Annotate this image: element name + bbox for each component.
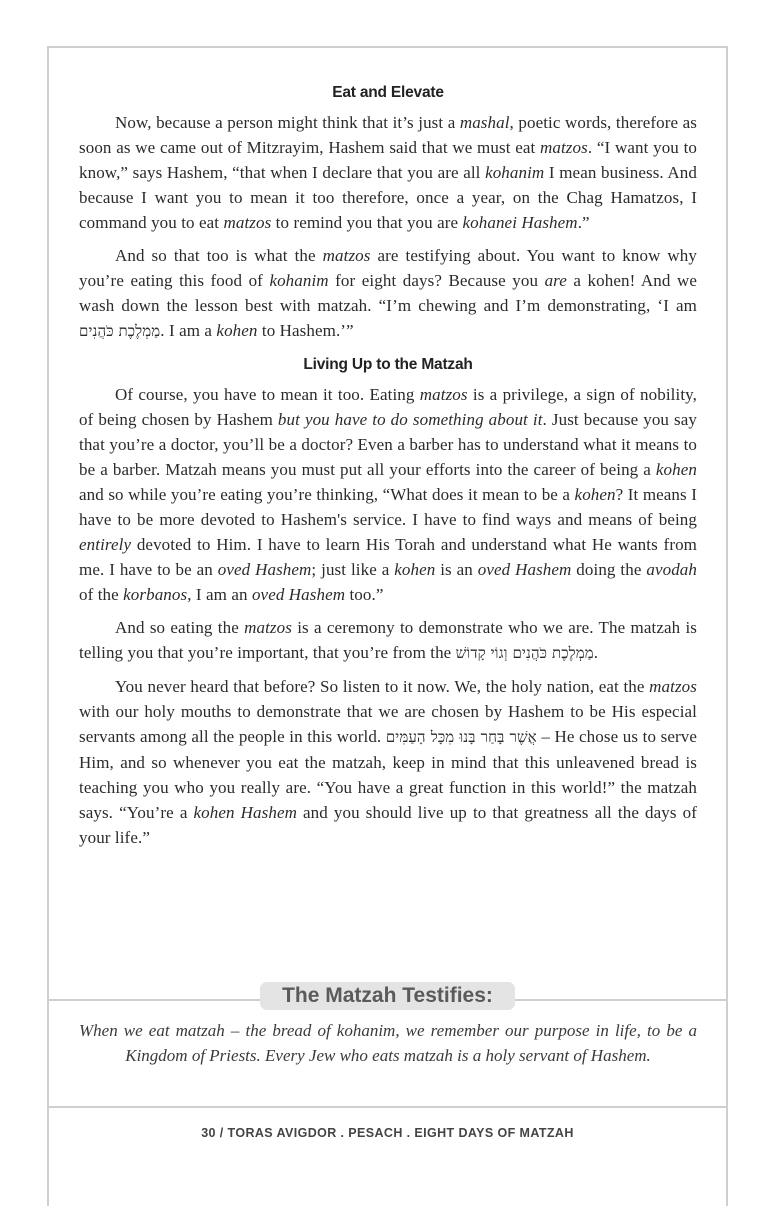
italic-term: avodah [646, 560, 698, 579]
italic-term: korbanos [123, 585, 188, 604]
text-run: to remind you that you are [271, 213, 463, 232]
italic-term: kohen [216, 321, 258, 340]
text-run: – He chose us to serve Him, and so whenever you eat the matzah, keep in mind that this unleavened bread is teaching you who you really are. “You have a great function in this world!” the matzah says. “You’re a [79, 727, 697, 822]
italic-term: matzos [540, 138, 588, 157]
section-living-up-to-the-matzah [79, 356, 697, 850]
italic-term: kohen [394, 560, 436, 579]
italic-term: entirely [79, 535, 132, 554]
italic-term: oved Hashem [477, 560, 572, 579]
text-run: .” [577, 213, 590, 232]
italic-term: matzos [223, 213, 272, 232]
italic-term: kohanim [269, 271, 329, 290]
italic-term: kohen [655, 460, 697, 479]
section-eat-and-elevate [79, 84, 697, 344]
hebrew-phrase: מַמְלֶכֶת כֹּהֲנִים [79, 322, 161, 340]
section-heading: Living Up to the Matzah [303, 356, 473, 373]
hebrew-phrase: אֲשֶׁר בָּחַר בָּנוּ מִכָּל הָעַמִּים [385, 728, 537, 746]
italic-term: matzos [419, 385, 468, 404]
text-run: . I am a [160, 321, 217, 340]
text-run: devoted to Him. I have to learn His Torah and understand what He wants from me. I have to be an [79, 535, 697, 579]
text-run: Now, because a person might think that it’s just a [115, 113, 460, 132]
text-run: You never heard that before? So listen to it now. We, the holy nation, eat the [115, 677, 650, 696]
italic-term: matzos [322, 246, 371, 265]
paragraph [79, 615, 697, 666]
section-heading: Eat and Elevate [332, 84, 444, 101]
text-run: is a privilege, a sign of nobility, of being chosen by Hashem [79, 385, 697, 429]
italic-term: kohen [574, 485, 616, 504]
text-run: , I am an [187, 585, 252, 604]
text-run: and so while you’re eating you’re thinking, “What does it mean to be a [79, 485, 575, 504]
italic-term: matzos [649, 677, 697, 696]
italic-term: kohanim [485, 163, 545, 182]
text-run: too.” [345, 585, 384, 604]
text-run: of the [79, 585, 124, 604]
italic-term: kohen Hashem [193, 803, 297, 822]
text-run: I mean business. And because I want you to mean it too therefore, once a year, on the Chag Hamatzos, I command you to eat [79, 163, 697, 232]
callout-bottom-divider [47, 1106, 728, 1108]
text-run: are testifying about. You want to know why you’re eating this food of [79, 246, 698, 290]
text-run: with our holy mouths to demonstrate that we are chosen by Hashem to be His especial servants among all the people in this world. [79, 702, 697, 746]
text-run: ; just like a [311, 560, 395, 579]
paragraph [79, 110, 697, 235]
text-run: for eight days? Because you [328, 271, 545, 290]
page-footer: 30 / TORAS AVIGDOR . PESACH . EIGHT DAYS OF MATZAH [201, 1126, 574, 1140]
italic-term: mashal [459, 113, 510, 132]
italic-term: but you have to do something about it [277, 410, 543, 429]
text-run: is a ceremony to demonstrate who we are. The matzah is telling you that you’re important, that you’re from the [79, 618, 698, 662]
callout-title: The Matzah Testifies: [260, 982, 515, 1010]
text-run: . “I want you to know,” says Hashem, “that when I declare that you are all [79, 138, 697, 182]
italic-term: are [544, 271, 567, 290]
italic-term: matzos [244, 618, 292, 637]
text-run: . Just because you say that you’re a doctor, you’ll be a doctor? Even a barber has to understand what it means to be a barber. Matzah means you must put all your efforts into the career of being a [79, 410, 697, 479]
italic-term: oved Hashem [251, 585, 346, 604]
paragraph [79, 243, 697, 344]
text-run: . [593, 643, 599, 662]
text-run: to Hashem.’” [257, 321, 354, 340]
italic-term: kohanei Hashem [462, 213, 578, 232]
paragraph [79, 382, 697, 607]
main-content [79, 84, 697, 858]
text-run: a kohen! And we wash down the lesson best with matzah. “I’m chewing and I’m demonstrating, ‘I am [79, 271, 697, 315]
text-run: doing the [571, 560, 647, 579]
text-run: Of course, you have to mean it too. Eating [115, 385, 420, 404]
hebrew-phrase: מַמְלֶכֶת כֹּהֲנִים וְגוֹי קָדוֹשׁ [455, 644, 594, 662]
text-run: is an [435, 560, 478, 579]
callout-text: When we eat matzah – the bread of kohanim, we remember our purpose in life, to be a Kingdom of Priests. Every Jew who eats matzah is a holy servant of Hashem. [79, 1021, 697, 1065]
text-run: , poetic words, therefore as soon as we came out of Mitzrayim, Hashem said that we must eat [79, 113, 697, 157]
paragraph [79, 674, 697, 850]
text-run: And so eating the [115, 618, 245, 637]
text-run: and you should live up to that greatness all the days of your life.” [79, 803, 697, 847]
text-run: And so that too is what the [115, 246, 323, 265]
text-run: ? It means I have to be more devoted to Hashem's service. I have to find ways and means of being [79, 485, 697, 529]
italic-term: oved Hashem [217, 560, 312, 579]
